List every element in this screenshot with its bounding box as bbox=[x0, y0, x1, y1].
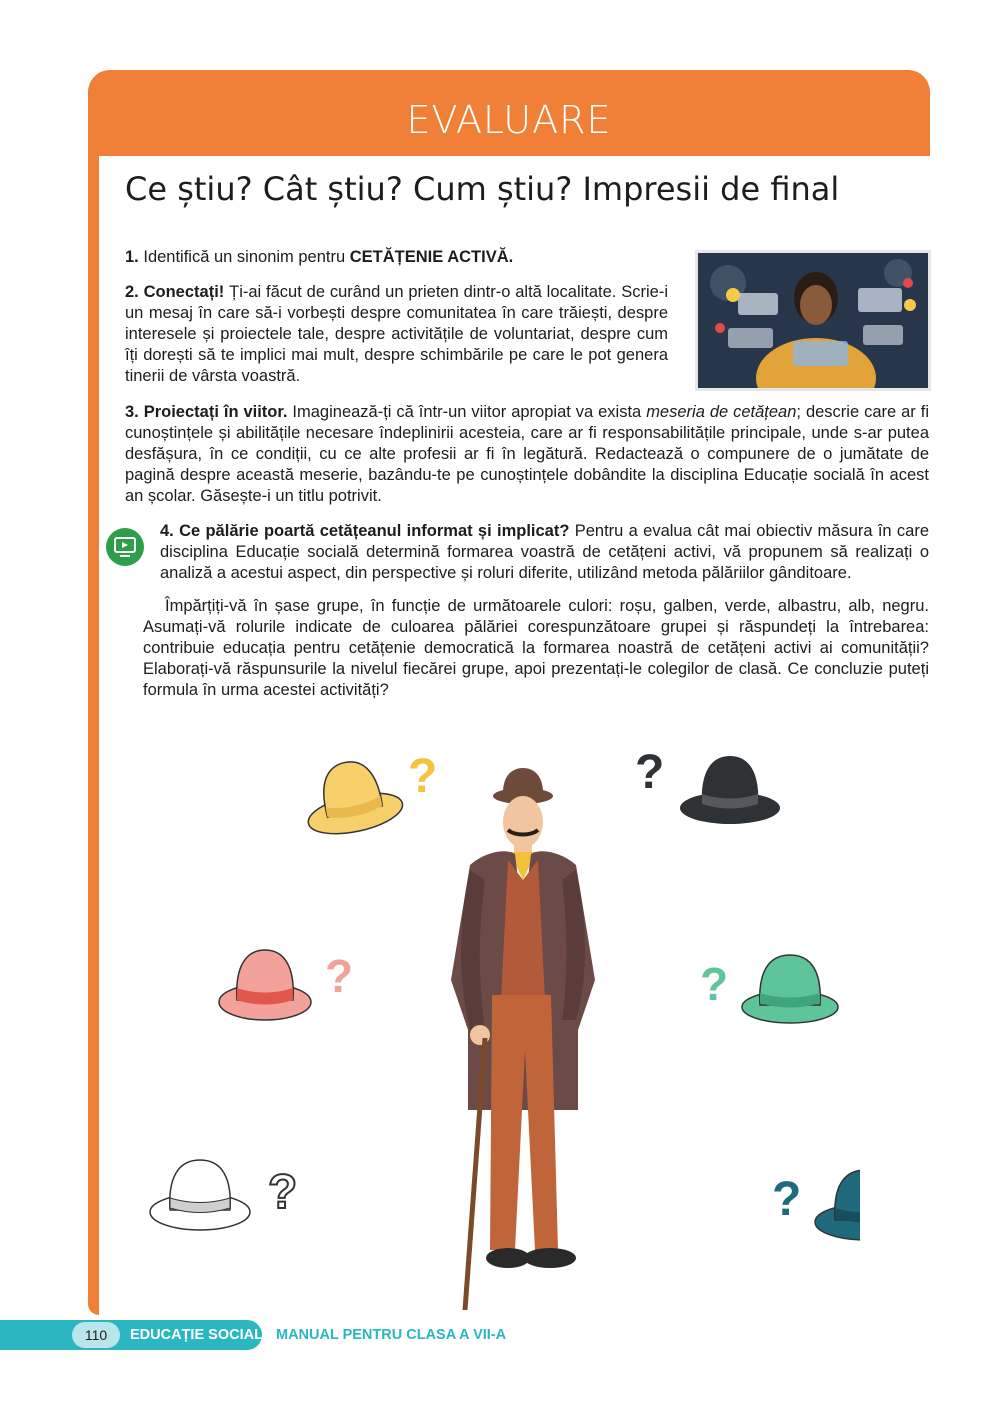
page-title: EVALUARE bbox=[406, 98, 612, 142]
blue-hat-icon bbox=[815, 1170, 860, 1240]
question-italic: meseria de cetățean bbox=[646, 403, 797, 421]
thinking-hats-illustration bbox=[140, 730, 860, 1320]
question-number: 3. bbox=[125, 403, 139, 421]
footer-manual: MANUAL PENTRU CLASA A VII-A bbox=[276, 1327, 507, 1343]
question-3 bbox=[125, 402, 929, 507]
interactive-activity-icon bbox=[106, 528, 144, 566]
question-mark-icon: ? bbox=[268, 1166, 298, 1219]
question-bold: Ce pălărie poartă cetățeanul informat și implicat? bbox=[179, 522, 570, 540]
question-number: 2. bbox=[125, 283, 139, 301]
gentleman-figure-icon bbox=[451, 768, 595, 1310]
green-hat-icon bbox=[742, 955, 838, 1023]
question-bold: Conectați! bbox=[143, 283, 225, 301]
question-mark-icon: ? bbox=[325, 950, 354, 1002]
question-4 bbox=[160, 521, 929, 584]
black-hat-icon bbox=[680, 756, 780, 824]
section-subtitle: Ce știu? Cât știu? Cum știu? Impresii de final bbox=[125, 170, 840, 208]
question-text: Ți-ai făcut de curând un prieten dintr-o altă localitate. Scrie-i un mesaj în care să-i vorbești despre comunitatea în care trăiești, despre interesele și proiectele tale, despre activitățile de voluntariat, despre cum îți dorești să te implici mai mult, despre schimbările pe care le pot genera tinerii de vârsta voastră. bbox=[125, 283, 668, 385]
question-1 bbox=[125, 247, 675, 268]
red-hat-icon bbox=[219, 950, 311, 1020]
question-mark-icon: ? bbox=[772, 1173, 802, 1226]
question-4-paragraph: Împărțiți-vă în șase grupe, în funcție de următoarele culori: roșu, galben, verde, albastru, alb, negru. Asumați-vă rolurile indicate de culoarea pălăriei corespunzătoare grupei și răspundeți la întrebarea: contribuie educația pentru cetățenie democratică la formarea noastră de cetățeni activi ai comunității? Elaborați-vă răspunsurile la nivelul fiecărei grupe, apoi prezentați-le colegilor de clasă. Ce concluzie puteți formula în urma acestei activități? bbox=[143, 597, 929, 699]
question-bold: CETĂȚENIE ACTIVĂ. bbox=[349, 248, 514, 266]
footer-subject: EDUCAȚIE SOCIALĂ bbox=[130, 1327, 274, 1343]
question-mark-icon: ? bbox=[635, 746, 665, 799]
photo-illustration bbox=[698, 253, 928, 388]
question-mark-icon: ? bbox=[700, 958, 729, 1010]
question-mark-icon: ? bbox=[408, 750, 438, 803]
question-text: Imaginează-ți că într-un viitor apropiat va exista bbox=[287, 403, 647, 421]
question-bold: Proiectați în viitor. bbox=[143, 403, 288, 421]
frame-left-border bbox=[88, 120, 99, 1315]
header-banner bbox=[88, 70, 930, 156]
question-number: 1. bbox=[125, 248, 139, 266]
white-hat-icon bbox=[150, 1160, 250, 1230]
yellow-hat-icon bbox=[298, 753, 406, 841]
question-text: Pentru a evalua cât mai obiectiv măsura în care disciplina Educație socială determină formarea voastră de cetățeni activi, vă propunem să realizați o analiză a acestui aspect, din perspective și roluri diferite, utilizând metoda pălăriilor gânditoare. bbox=[160, 522, 930, 582]
page-number: 110 bbox=[72, 1322, 120, 1348]
question-text-after: ; descrie care ar fi cunoștințele și abilitățile necesare îndeplinirii acesteia, care ar fi responsabilitățile principale, unde s-ar putea desfășura, în ce condiții, cu ce alte profesii ar fi în legătură. Redactează o compunere de o jumătate de pagină despre această meserie, bazându-te pe cunoștințele dobândite la disciplina Educație socială în acest an școlar. Găsește-i un titlu potrivit. bbox=[125, 403, 929, 505]
question-number: 4. bbox=[160, 522, 174, 540]
question-text: Identifică un sinonim pentru bbox=[143, 248, 350, 266]
question-2 bbox=[125, 282, 668, 387]
social-media-photo bbox=[695, 250, 931, 391]
